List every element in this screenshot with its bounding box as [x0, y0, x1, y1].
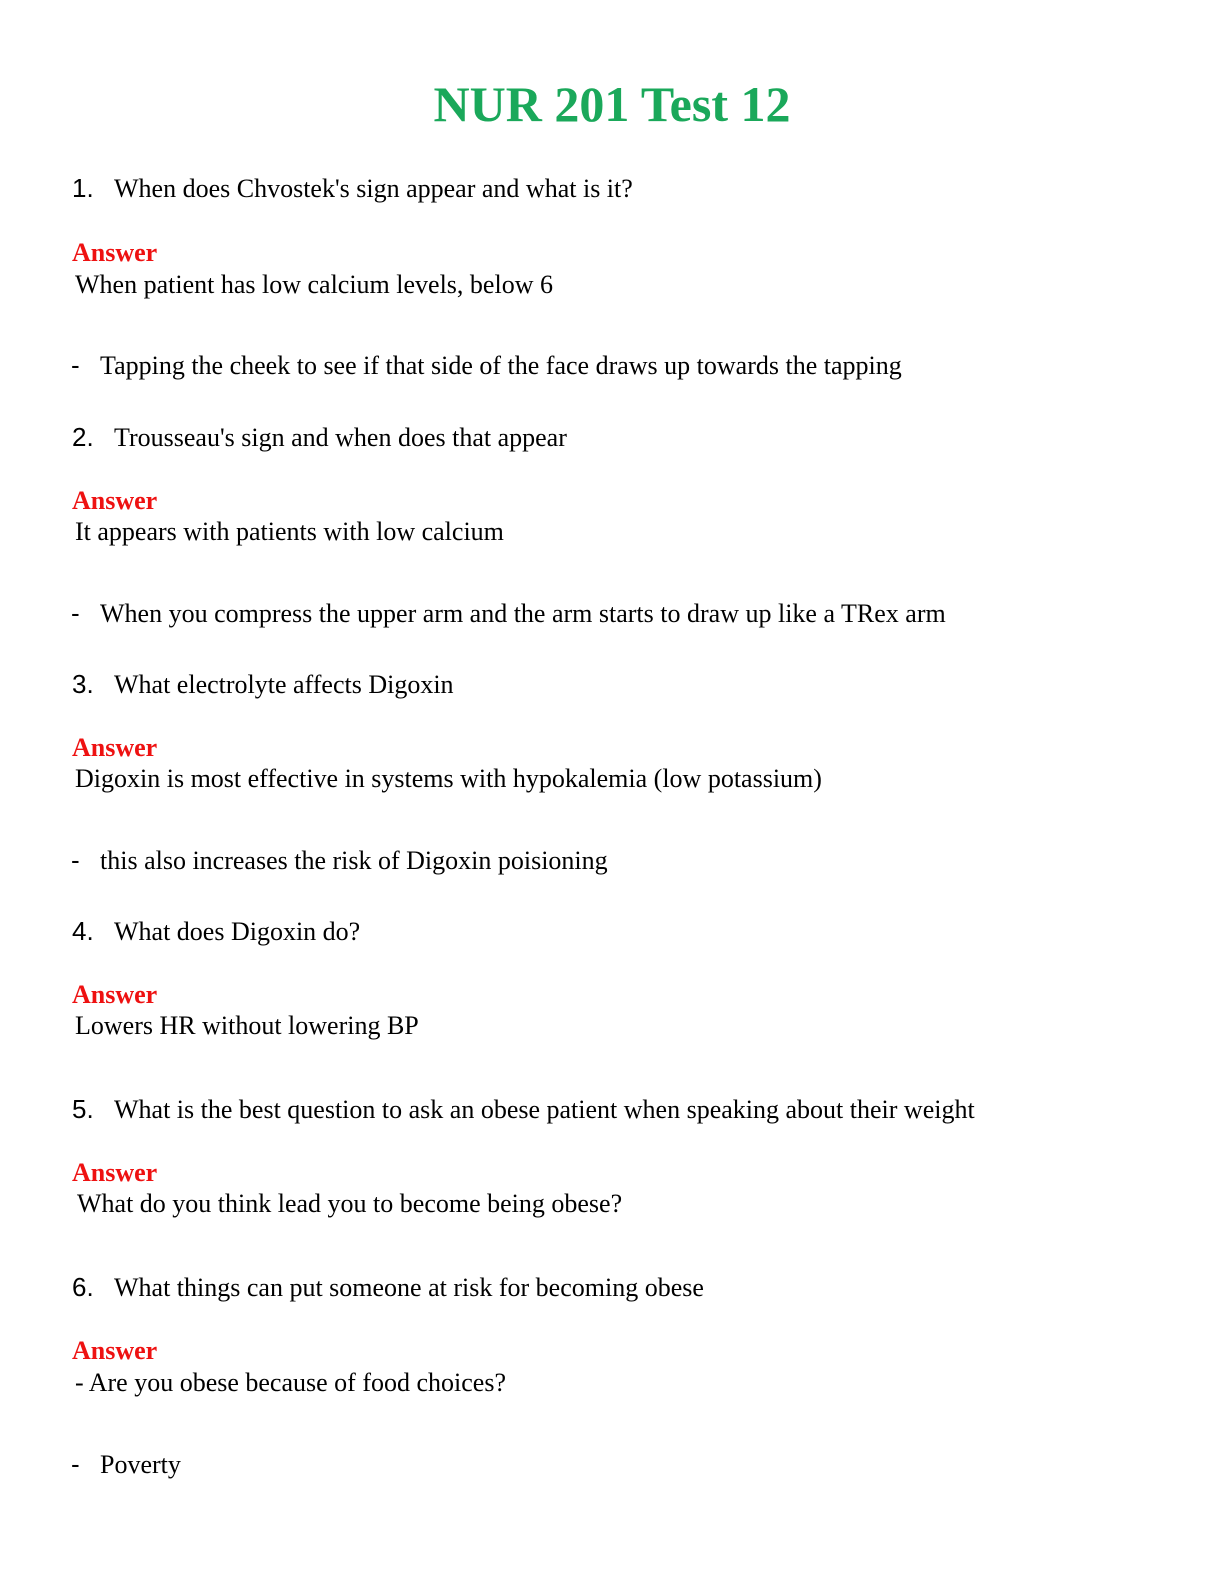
- answer-label: Answer: [72, 238, 158, 267]
- question-text: When does Chvostek's sign appear and what is it?: [114, 174, 633, 203]
- answer-bullet: [71, 1448, 181, 1481]
- question-text: What is the best question to ask an obese patient when speaking about their weight: [114, 1095, 975, 1124]
- answer-text: - Are you obese because of food choices?: [75, 1368, 506, 1397]
- question-2: [72, 421, 567, 454]
- question-text: What things can put someone at risk for becoming obese: [114, 1273, 704, 1302]
- answer-label: Answer: [72, 733, 158, 762]
- answer-text: What do you think lead you to become being obese?: [77, 1189, 623, 1218]
- answer-label: Answer: [72, 1336, 158, 1365]
- answer-bullet: [71, 349, 902, 382]
- answer-label: Answer: [72, 486, 158, 515]
- bullet-dash: -: [71, 350, 80, 380]
- answer-label: Answer: [72, 980, 158, 1009]
- question-3: [72, 668, 454, 701]
- bullet-text: When you compress the upper arm and the arm starts to draw up like a TRex arm: [100, 599, 946, 628]
- bullet-dash: -: [71, 598, 80, 628]
- page-title: NUR 201 Test 12: [433, 76, 791, 132]
- question-number: 4.: [72, 916, 94, 946]
- question-number: 5.: [72, 1094, 94, 1124]
- question-number: 2.: [72, 422, 94, 452]
- question-number: 1.: [72, 173, 94, 203]
- bullet-dash: -: [71, 1449, 80, 1479]
- answer-bullet: [71, 597, 946, 630]
- bullet-text: Poverty: [100, 1450, 181, 1479]
- question-number: 3.: [72, 669, 94, 699]
- question-text: What does Digoxin do?: [114, 917, 361, 946]
- question-1: [72, 172, 633, 205]
- answer-text: It appears with patients with low calcium: [75, 517, 504, 546]
- question-text: Trousseau's sign and when does that appear: [114, 423, 567, 452]
- bullet-text: Tapping the cheek to see if that side of the face draws up towards the tapping: [100, 351, 902, 380]
- answer-text: When patient has low calcium levels, below 6: [75, 270, 553, 299]
- answer-bullet: [71, 844, 608, 877]
- question-text: What electrolyte affects Digoxin: [114, 670, 454, 699]
- bullet-text: this also increases the risk of Digoxin poisioning: [100, 846, 608, 875]
- question-5: [72, 1093, 975, 1126]
- question-4: [72, 915, 360, 948]
- answer-label: Answer: [72, 1158, 158, 1187]
- answer-text: Lowers HR without lowering BP: [75, 1011, 419, 1040]
- question-number: 6.: [72, 1272, 94, 1302]
- bullet-dash: -: [71, 845, 80, 875]
- answer-text: Digoxin is most effective in systems with hypokalemia (low potassium): [75, 764, 822, 793]
- question-6: [72, 1271, 704, 1304]
